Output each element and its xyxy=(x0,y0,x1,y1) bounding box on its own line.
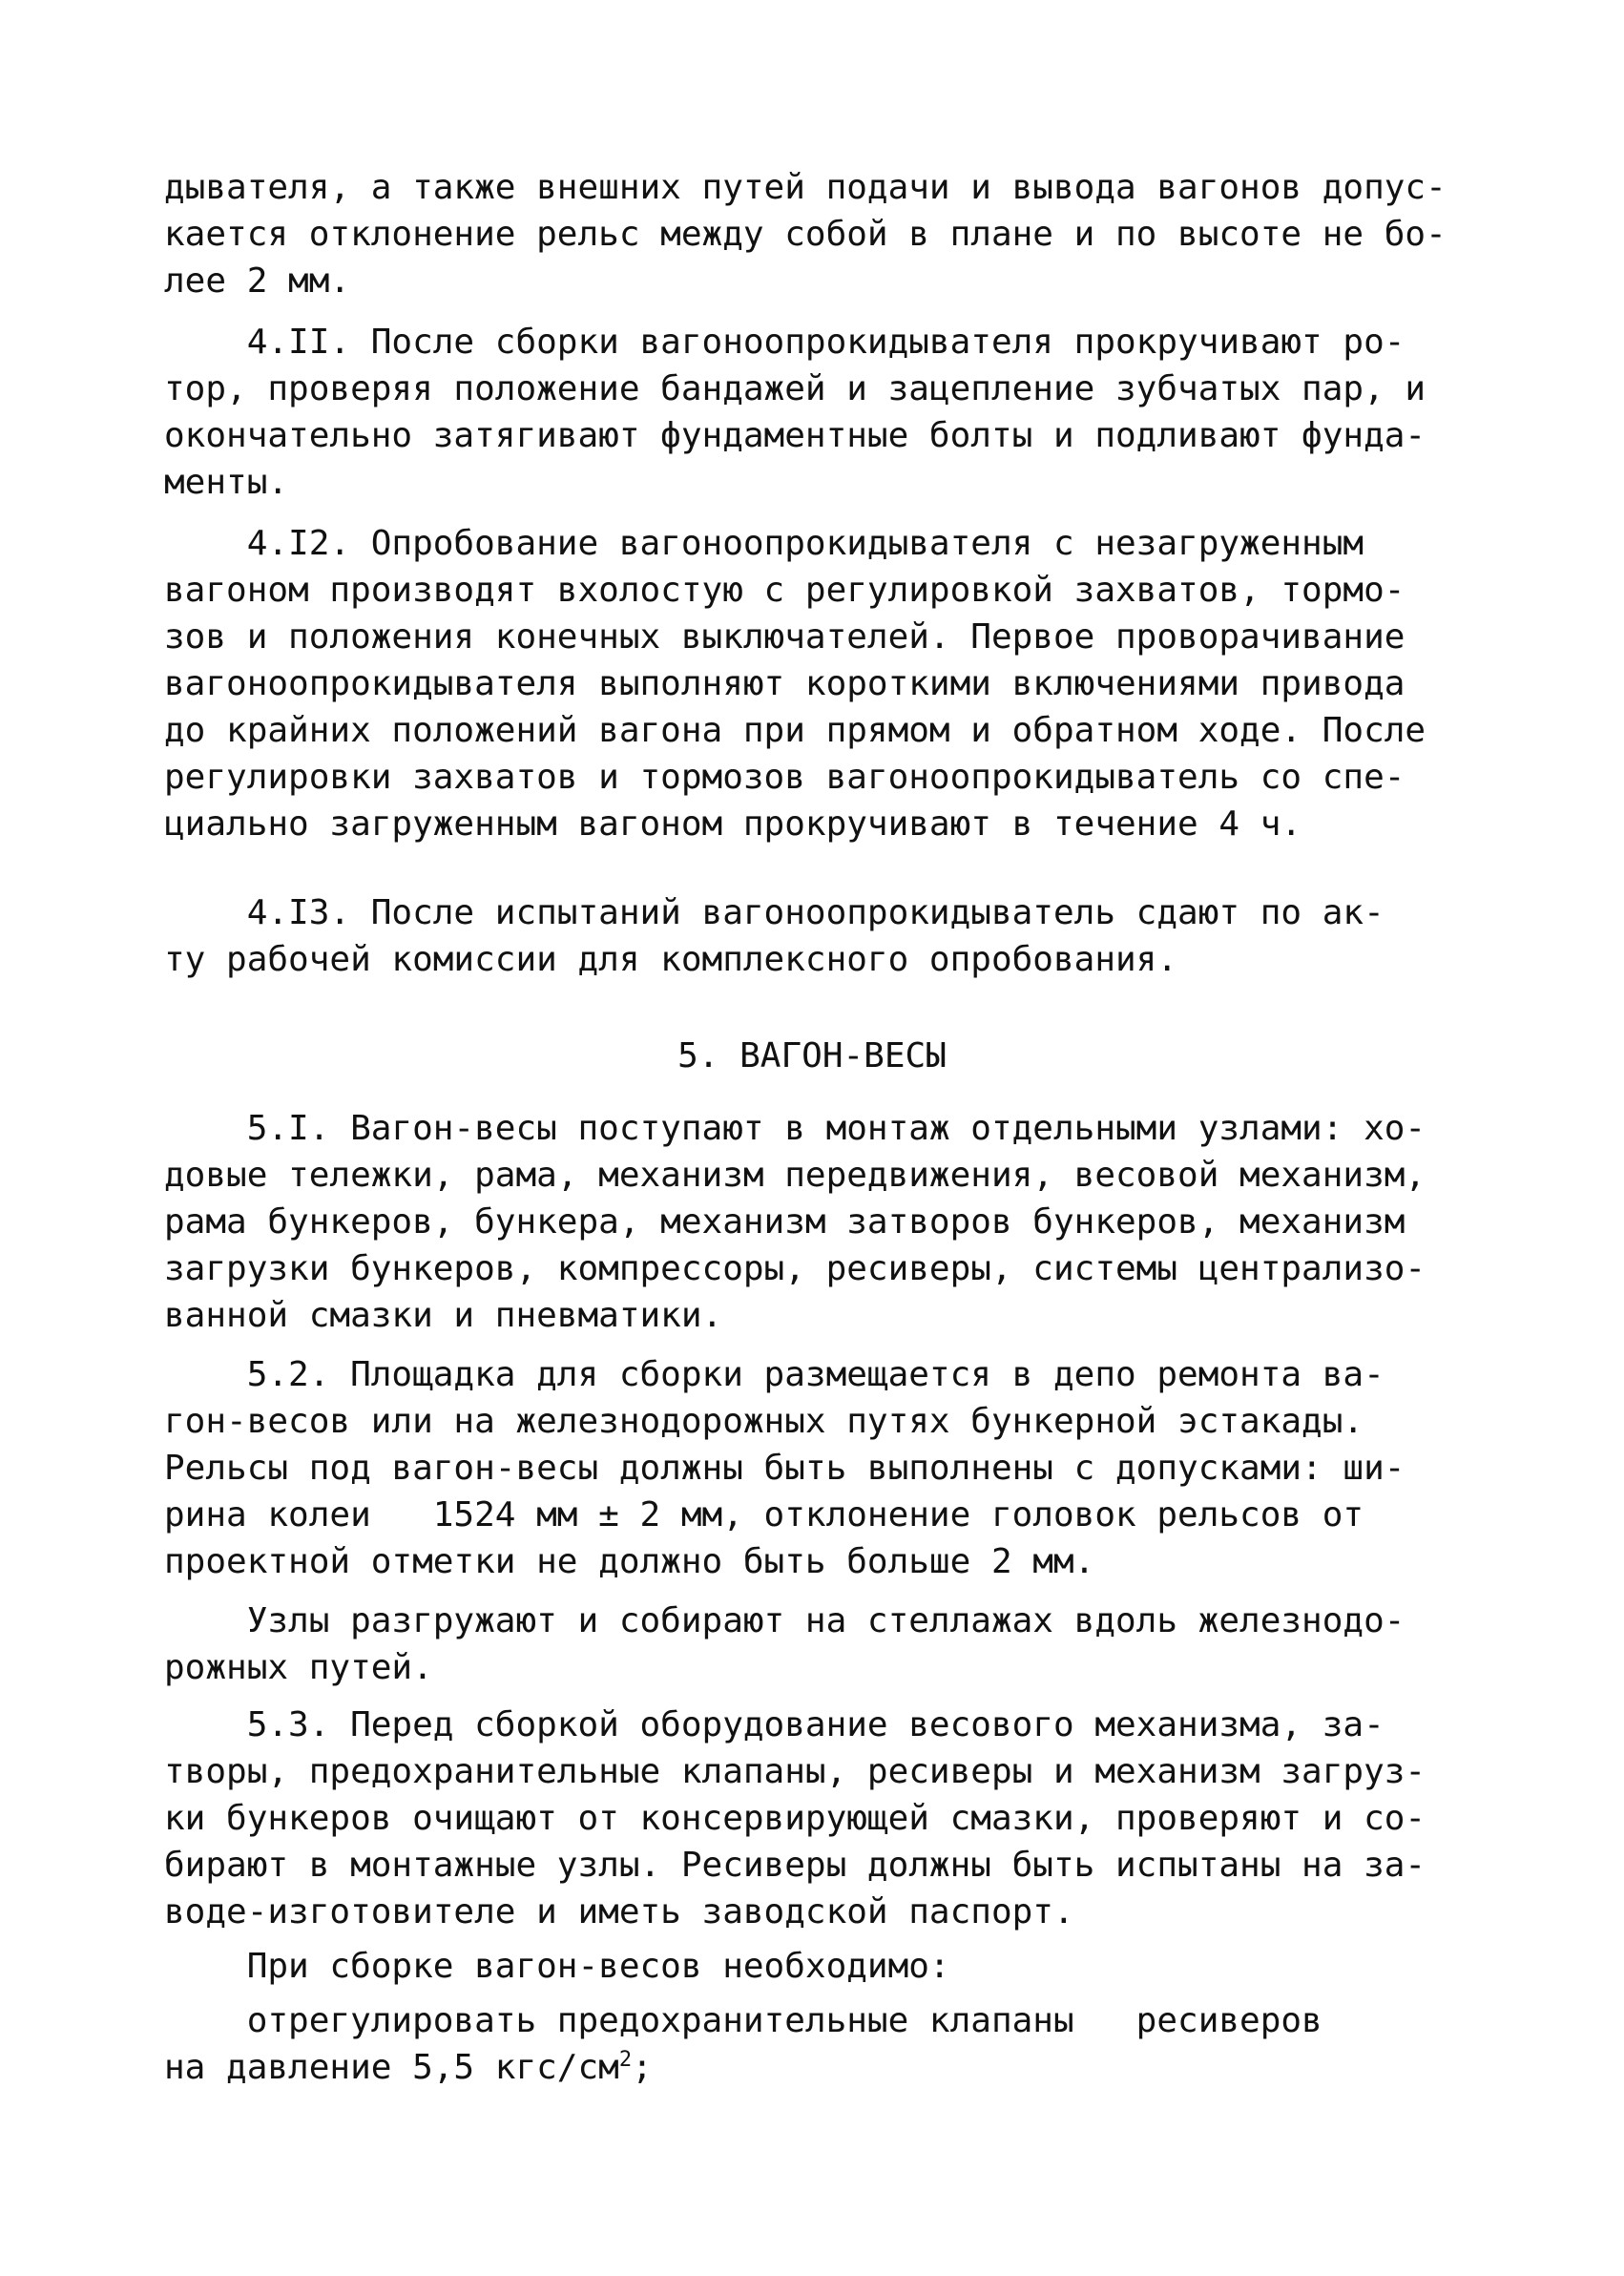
paragraph-4-11 xyxy=(164,319,1443,506)
text-line: 4.I3. После испытаний вагоноопрокидыватель сдают по ак- xyxy=(164,893,1385,932)
paragraph-5-2 xyxy=(164,1351,1443,1585)
paragraph-4-13 xyxy=(164,889,1443,983)
text-line: проектной отметки не должно быть больше 2 мм. xyxy=(164,1542,1095,1581)
paragraph-requirement xyxy=(164,1997,1443,2091)
text-line: регулировки захватов и тормозов вагоноопрокидыватель со спе- xyxy=(164,758,1405,797)
text-line: лее 2 мм. xyxy=(164,261,351,301)
paragraph-4-12 xyxy=(164,520,1443,847)
text-line: бирают в монтажные узлы. Ресиверы должны быть испытаны на за- xyxy=(164,1846,1426,1885)
text-line: рина колеи 1524 мм ± 2 мм, отклонение головок рельсов от xyxy=(164,1495,1364,1535)
text-line: гон-весов или на железнодорожных путях бункерной эстакады. xyxy=(164,1402,1364,1441)
text-line: вагоноопрокидывателя выполняют короткими включениями привода xyxy=(164,664,1405,703)
paragraph-5-3 xyxy=(164,1702,1443,1935)
paragraph-assembly-intro xyxy=(164,1943,1443,1990)
text-line: тор, проверяя положение бандажей и зацепление зубчатых пар, и xyxy=(164,369,1426,408)
line-end-punctuation: ; xyxy=(632,2048,653,2087)
paragraph-5-1 xyxy=(164,1105,1443,1339)
text-line: рама бункеров, бункера, механизм затворов бункеров, механизм xyxy=(164,1202,1405,1242)
text-line: кается отклонение рельс между собой в плане и по высоте не бо- xyxy=(164,215,1447,254)
text-line: дывателя, а также внешних путей подачи и вывода вагонов допус- xyxy=(164,168,1447,207)
text-line: вагоном производят вхолостую с регулировкой захватов, тормо- xyxy=(164,571,1405,610)
text-line: воде-изготовителе и иметь заводской паспорт. xyxy=(164,1892,1074,1931)
section-heading: 5. ВАГОН-ВЕСЫ xyxy=(677,1036,947,1075)
text-line: ту рабочей комиссии для комплексного опробования. xyxy=(164,940,1178,979)
text-line: зов и положения конечных выключателей. Первое проворачивание xyxy=(164,617,1405,657)
text-line: 4.II. После сборки вагоноопрокидывателя прокручивают ро- xyxy=(164,323,1405,362)
text-line: ки бункеров очищают от консервирующей смазки, проверяют и со- xyxy=(164,1799,1426,1838)
text-line: отрегулировать предохранительные клапаны ресиверов xyxy=(164,2001,1322,2040)
paragraph-intro xyxy=(164,164,1447,304)
text-line: довые тележки, рама, механизм передвижения, весовой механизм, xyxy=(164,1156,1426,1195)
text-line: рожных путей. xyxy=(164,1648,433,1687)
text-line: 5.2. Площадка для сборки размещается в депо ремонта ва- xyxy=(164,1355,1385,1394)
pressure-text: на давление 5,5 кгс/см xyxy=(164,2048,619,2087)
text-line: загрузки бункеров, компрессоры, ресиверы, системы централизо- xyxy=(164,1249,1426,1288)
text-line: 5.I. Вагон-весы поступают в монтаж отдельными узлами: хо- xyxy=(164,1109,1426,1148)
text-line: ванной смазки и пневматики. xyxy=(164,1296,723,1335)
text-line: При сборке вагон-весов необходимо: xyxy=(164,1947,950,1986)
text-line: творы, предохранительные клапаны, ресиверы и механизм загруз- xyxy=(164,1752,1426,1791)
text-line: 4.I2. Опробование вагоноопрокидывателя с незагруженным xyxy=(164,524,1364,563)
text-line: менты. xyxy=(164,463,289,502)
text-line: Узлы разгружают и собирают на стеллажах вдоль железнодо- xyxy=(164,1601,1405,1640)
text-line-pressure xyxy=(164,2044,1443,2091)
superscript: 2 xyxy=(618,2048,633,2072)
text-line: 5.3. Перед сборкой оборудование весового механизма, за- xyxy=(164,1705,1385,1744)
text-line: окончательно затягивают фундаментные болты и подливают фунда- xyxy=(164,416,1426,455)
paragraph-5-2-continued xyxy=(164,1597,1443,1691)
text-line: до крайних положений вагона при прямом и обратном ходе. После xyxy=(164,711,1426,750)
text-line: Рельсы под вагон-весы должны быть выполнены с допусками: ши- xyxy=(164,1449,1405,1488)
text-line: циально загруженным вагоном прокручивают в течение 4 ч. xyxy=(164,804,1302,844)
